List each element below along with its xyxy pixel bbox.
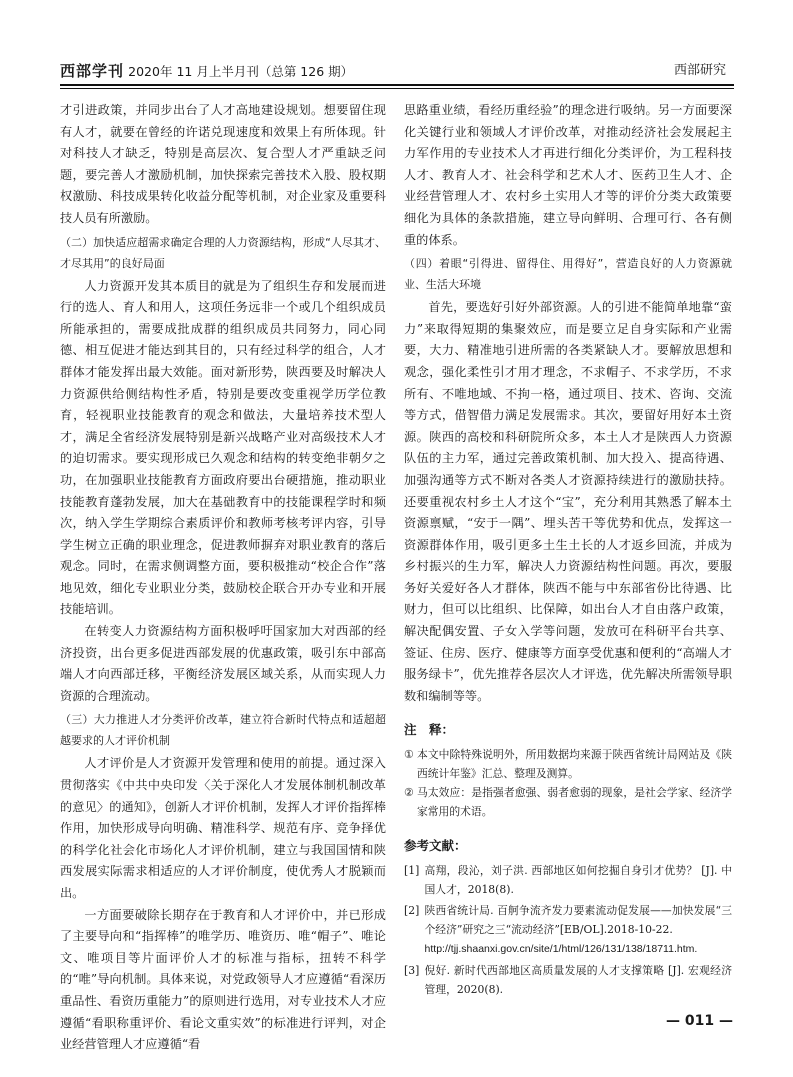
reference-number: [1] <box>404 863 420 877</box>
paragraph: 一方面要破除长期存在于教育和人才评价中，并已形成了主要导向和“指挥棒”的唯学历、唯资历、唯“帽子”、唯论文、唯项目等片面评价人才的标准与指标，扭转不科学的“唯”导向机制。具体来说，对党政领导人才应遵循“看深历重品性、看资历重能力”的原则进行选用，对专业技术人才应遵循“看职称重评价、看论文重实效”的标准进行评判，对企业经营管理人才应遵循“看 <box>60 907 386 1052</box>
reference-text: 陕西省统计局. 百舸争流齐发力要素流动促发展——加快发展“三个经济”研究之三“流动经济”[EB/OL].2018-10-22. <box>424 903 732 936</box>
journal-name: 西部学刊 <box>60 62 125 80</box>
reference-number: [3] <box>404 963 420 977</box>
notes-title: 注 释： <box>404 722 455 738</box>
note-mark: ② <box>404 786 414 800</box>
left-column <box>60 100 386 1056</box>
references-section <box>404 835 732 999</box>
section-heading: （二）加快适应超需求确定合理的人力资源结构，形成“人尽其才、才尽其用”的良好局面 <box>60 235 386 270</box>
reference-item <box>404 901 732 959</box>
masthead <box>60 60 353 84</box>
paragraph: 思路重业绩，看经历重经验”的理念进行吸纳。另一方面要深化关键行业和领域人才评价改革，对推动经济社会发展起主力军作用的专业技术人才再进行细化分类评价，为工程科技人才、教育人才、社会科学和艺术人才、医药卫生人才、企业经营管理人才、农村乡土实用人才等的评价分类大政策要细化为具体的条款措施，建立导向鲜明、合理可行、各有侧重的体系。 <box>404 103 732 247</box>
paragraph: 首先，要选好引好外部资源。人的引进不能简单地靠“蛮力”来取得短期的集聚效应，而是要立足自身实际和产业需要，大力、精准地引进所需的各类紧缺人才。要解放思想和观念，强化柔性引才用才理念，不求帽子、不求学历，不求所有、不唯地域、不拘一格，通过项目、技术、咨询、交流等方式，借智借力满足发展需求。其次，要留好用好本土资源。陕西的高校和科研院所众多，本土人才是陕西人力资源队伍的主力军，通过完善政策机制、加大投入、提高待遇、加强沟通等方式不断对各类人才资源持续进行的激励扶持。还要重视农村乡土人才这个“宝”，充分利用其熟悉了解本土资源禀赋，“安于一隅”、埋头苦干等优势和优点，发挥这一资源群体作用，吸引更多土生土长的人才返乡回流，并成为乡村振兴的生力军，解决人力资源结构性问题。再次，要服务好关爱好各人才群体，陕西不能与中东部省份比待遇、比财力，但可以比组织、比保障，如出台人才自由落户政策，解决配偶安置、子女入学等问题，发放可在科研平台共享、签证、住房、医疗、健康等方面享受优惠和便利的“高端人才服务绿卡”，优先推荐各层次人才评选，优先解决所需领导职数和编制等等。 <box>404 300 732 703</box>
paragraph: 人力资源开发其本质目的就是为了组织生存和发展而进行的选人、育人和用人，这项任务远非一个或几个组织成员所能承担的，需要成批成群的组织成员共同努力，同心同德、相互促进才能达到其目的，只有经过科学的组合，人才群体才能发挥出最大效能。面对新形势，陕西要及时解决人力资源供给侧结构性矛盾，特别是要改变重视学历学位教育，轻视职业技能教育的观念和做法，大量培养技术型人才，满足全省经济发展特别是新兴战略产业对高级技术人才的迫切需求。要实现形成已久观念和结构的转变绝非朝夕之功，在加强职业技能教育方面政府要出台硬措施，推动职业技能教育蓬勃发展，加大在基础教育中的技能课程学时和频次，纳入学生学期综合素质评价和教师考核考评内容，引导学生树立正确的职业理念，促进教师摒弃对职业教育的落后观念。同时，在需求侧调整方面，要积极推动“校企合作”落地见效，细化专业职业分类，鼓励校企联合开办专业和开展技能培训。 <box>60 278 386 617</box>
note-text: 马太效应：是指强者愈强、弱者愈弱的现象，是社会学家、经济学家常用的术语。 <box>416 786 732 819</box>
note-item <box>404 783 732 821</box>
section-label: 西部研究 <box>673 63 726 78</box>
note-text: 本文中除特殊说明外，所用数据均来源于陕西省统计局网站及《陕西统计年鉴》汇总、整理及测算。 <box>416 748 732 781</box>
header-rule <box>60 84 734 86</box>
paragraph: 在转变人力资源结构方面积极呼吁国家加大对西部的经济投资，出台更多促进西部发展的优惠政策，吸引东中部高端人才向西部迁移，平衡经济发展区域关系，从而实现人力资源的合理流动。 <box>60 624 386 703</box>
header-rule-thin <box>60 88 734 89</box>
note-mark: ① <box>404 748 414 762</box>
notes-section <box>404 719 732 821</box>
paragraph: 人才评价是人才资源开发管理和使用的前提。通过深入贯彻落实《中共中央印发〈关于深化人才发展体制机制改革的意见〉的通知》，创新人才评价机制，发挥人才评价指挥棒作用，加快形成导向明确、精准科学、规范有序、竞争择优的科学化社会化市场化人才评价机制，建立与我国国情和陕西发展实际需求相适应的人才评价制度，使优秀人才脱颖而出。 <box>60 756 386 900</box>
page-number: — 011 — <box>666 1013 733 1029</box>
note-item <box>404 745 732 783</box>
reference-number: [2] <box>404 903 420 917</box>
reference-item <box>404 861 732 899</box>
section-heading: （三）大力推进人才分类评价改革，建立符合新时代特点和适超超越要求的人才评价机制 <box>60 713 386 748</box>
reference-url[interactable]: http://tjj.shaanxi.gov.cn/site/1/html/126/131/138/18711.htm. <box>424 942 698 955</box>
issue-info: 2020年 11 月上半月刊（总第 126 期） <box>128 64 354 79</box>
reference-item <box>404 961 732 999</box>
section-heading: （四）着眼“引得进、留得住、用得好”，营造良好的人力资源就业、生活大环境 <box>404 257 732 292</box>
paragraph: 才引进政策，并同步出台了人才高地建设规划。想要留住现有人才，就要在曾经的许诺兑现速度和效果上有所体现。针对科技人才缺乏，特别是高层次、复合型人才严重缺乏问题，要完善人才激励机制，加快探索完善技术入股、股权期权激励、科技成果转化收益分配等机制，对企业家及重要科技人员有所激励。 <box>60 103 386 225</box>
reference-text: 高翔，段沁，刘子洪. 西部地区如何挖掘自身引才优势？ [J]. 中国人才，2018(8). <box>424 863 732 896</box>
reference-text: 倪好. 新时代西部地区高质量发展的人才支撑策略 [J]. 宏观经济管理，2020(8). <box>424 963 732 996</box>
references-title: 参考文献： <box>404 838 467 854</box>
page-header <box>60 60 734 82</box>
right-column <box>404 100 732 1001</box>
